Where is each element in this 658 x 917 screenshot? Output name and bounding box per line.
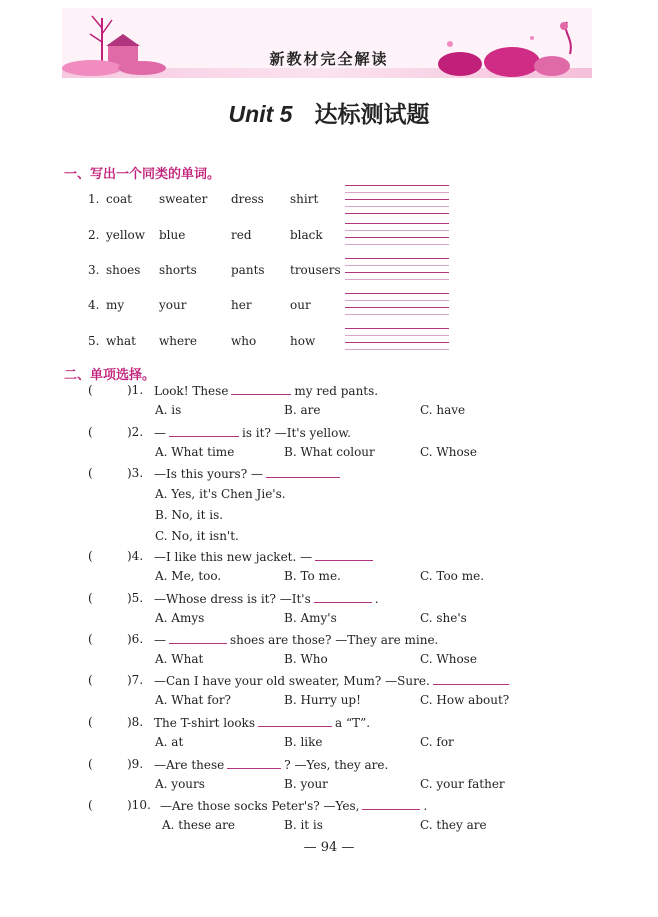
row-number: 4. [88, 298, 100, 312]
answer-paren[interactable]: ( [88, 632, 93, 646]
word: our [290, 298, 311, 312]
answer-blank[interactable] [433, 673, 509, 685]
option: C. Too me. [420, 569, 485, 583]
word: her [231, 298, 252, 312]
stem-text: — [154, 633, 166, 647]
answer-blank[interactable] [362, 798, 420, 810]
stem-text: shoes are those? —They are mine. [230, 633, 439, 647]
row-number: 5. [88, 334, 100, 348]
question-number: )9. [127, 757, 144, 771]
word: who [231, 334, 257, 348]
page-title [0, 96, 658, 129]
question-stem [154, 591, 379, 606]
option: C. Whose [420, 445, 477, 459]
question-number: )2. [127, 425, 144, 439]
question-row [0, 715, 658, 731]
answer-blank[interactable] [231, 383, 291, 395]
word: yellow [106, 228, 146, 242]
option: C. they are [420, 818, 487, 832]
answer-paren[interactable]: ( [88, 549, 93, 563]
word-row [0, 298, 658, 314]
question-row [0, 798, 658, 814]
stem-text: The T-shirt looks [154, 716, 255, 730]
word: what [106, 334, 136, 348]
answer-blank[interactable] [169, 425, 239, 437]
stem-text: —Are those socks Peter's? —Yes, [160, 799, 360, 813]
option: A. these are [162, 818, 236, 832]
word: your [159, 298, 187, 312]
option: B. No, it is. [155, 508, 224, 522]
answer-blank[interactable] [227, 757, 281, 769]
option: C. your father [420, 777, 505, 791]
question-stem [154, 757, 388, 772]
answer-lines-3 [345, 258, 449, 286]
option: A. at [155, 735, 184, 749]
question-stem [160, 798, 427, 813]
test-name: 达标测试题 [314, 102, 430, 128]
option: C. have [420, 403, 466, 417]
word: where [159, 334, 197, 348]
row-number: 1. [88, 192, 100, 206]
word: sweater [159, 192, 208, 206]
stem-text: is it? —It's yellow. [242, 426, 351, 440]
question-stem [154, 549, 376, 564]
answer-paren[interactable]: ( [88, 798, 93, 812]
question-row [0, 673, 658, 689]
question-stem [154, 632, 438, 647]
stem-text: ? —Yes, they are. [284, 758, 389, 772]
stem-text: Look! These [154, 384, 229, 398]
answer-paren[interactable]: ( [88, 673, 93, 687]
page-number: — 94 — [303, 840, 355, 855]
answer-blank[interactable] [315, 549, 373, 561]
word: how [290, 334, 316, 348]
answer-blank[interactable] [314, 591, 372, 603]
stem-text: — [154, 426, 166, 440]
stem-text: —Whose dress is it? —It's [154, 592, 311, 606]
word: my [106, 298, 125, 312]
word: shoes [106, 263, 141, 277]
question-row [0, 383, 658, 399]
option: C. she's [420, 611, 467, 625]
question-number: )3. [127, 466, 144, 480]
word: pants [231, 263, 265, 277]
word: blue [159, 228, 186, 242]
question-stem [154, 466, 343, 481]
option: A. Me, too. [155, 569, 222, 583]
answer-paren[interactable]: ( [88, 591, 93, 605]
header-banner [62, 8, 592, 80]
option: B. it is [284, 818, 323, 832]
word: trousers [290, 263, 341, 277]
question-number: )4. [127, 549, 144, 563]
option: B. Who [284, 652, 328, 666]
question-stem [154, 383, 378, 398]
word: dress [231, 192, 264, 206]
option: A. Amys [155, 611, 205, 625]
question-stem [154, 715, 370, 730]
stem-text: . [374, 592, 379, 606]
answer-paren[interactable]: ( [88, 715, 93, 729]
stem-text: my red pants. [294, 384, 379, 398]
question-row [0, 425, 658, 441]
banner-title: 新教材完全解读 [269, 50, 389, 68]
word: black [290, 228, 323, 242]
option: B. Hurry up! [284, 693, 361, 707]
answer-paren[interactable]: ( [88, 757, 93, 771]
row-number: 3. [88, 263, 100, 277]
option: B. like [284, 735, 323, 749]
answer-blank[interactable] [266, 466, 340, 478]
stem-text: . [423, 799, 428, 813]
word: shirt [290, 192, 319, 206]
stem-text: —Are these [154, 758, 225, 772]
option: C. for [420, 735, 454, 749]
answer-lines-2 [345, 223, 449, 251]
section2-heading: 二、单项选择。 [64, 368, 156, 383]
answer-lines-1 [345, 185, 449, 220]
stem-text: —Is this yours? — [154, 467, 263, 481]
option: B. Amy's [284, 611, 337, 625]
question-number: )6. [127, 632, 144, 646]
answer-blank[interactable] [258, 715, 332, 727]
question-row [0, 549, 658, 565]
option: B. are [284, 403, 321, 417]
option: C. How about? [420, 693, 510, 707]
answer-paren[interactable]: ( [88, 383, 93, 397]
question-row [0, 632, 658, 648]
question-row [0, 757, 658, 773]
question-number: )8. [127, 715, 144, 729]
answer-paren[interactable]: ( [88, 425, 93, 439]
stem-text: —I like this new jacket. — [154, 550, 313, 564]
option: B. your [284, 777, 328, 791]
answer-lines-5 [345, 328, 449, 356]
stem-text: a “T”. [334, 716, 371, 730]
question-number: )7. [127, 673, 144, 687]
section1-heading: 一、写出一个同类的单词。 [64, 167, 221, 182]
word-row [0, 228, 658, 244]
word-row [0, 334, 658, 350]
option: A. What time [155, 445, 235, 459]
word-row [0, 192, 658, 208]
option: A. is [155, 403, 182, 417]
option: A. What [155, 652, 204, 666]
option: C. No, it isn't. [155, 529, 239, 543]
question-stem [154, 425, 351, 440]
option: A. What for? [155, 693, 231, 707]
option: A. yours [155, 777, 205, 791]
option: A. Yes, it's Chen Jie's. [155, 487, 286, 501]
unit-label: Unit 5 [228, 101, 293, 127]
row-number: 2. [88, 228, 100, 242]
word: shorts [159, 263, 197, 277]
stem-text: —Can I have your old sweater, Mum? —Sure. [154, 674, 430, 688]
question-stem [154, 673, 512, 688]
word-row [0, 263, 658, 279]
answer-paren[interactable]: ( [88, 466, 93, 480]
question-number: )10. [127, 798, 151, 812]
answer-blank[interactable] [169, 632, 227, 644]
question-number: )1. [127, 383, 144, 397]
answer-lines-4 [345, 293, 449, 321]
option: B. What colour [284, 445, 375, 459]
question-number: )5. [127, 591, 144, 605]
word: red [231, 228, 252, 242]
question-row [0, 591, 658, 607]
option: B. To me. [284, 569, 341, 583]
word: coat [106, 192, 132, 206]
question-row [0, 466, 658, 482]
option: C. Whose [420, 652, 477, 666]
